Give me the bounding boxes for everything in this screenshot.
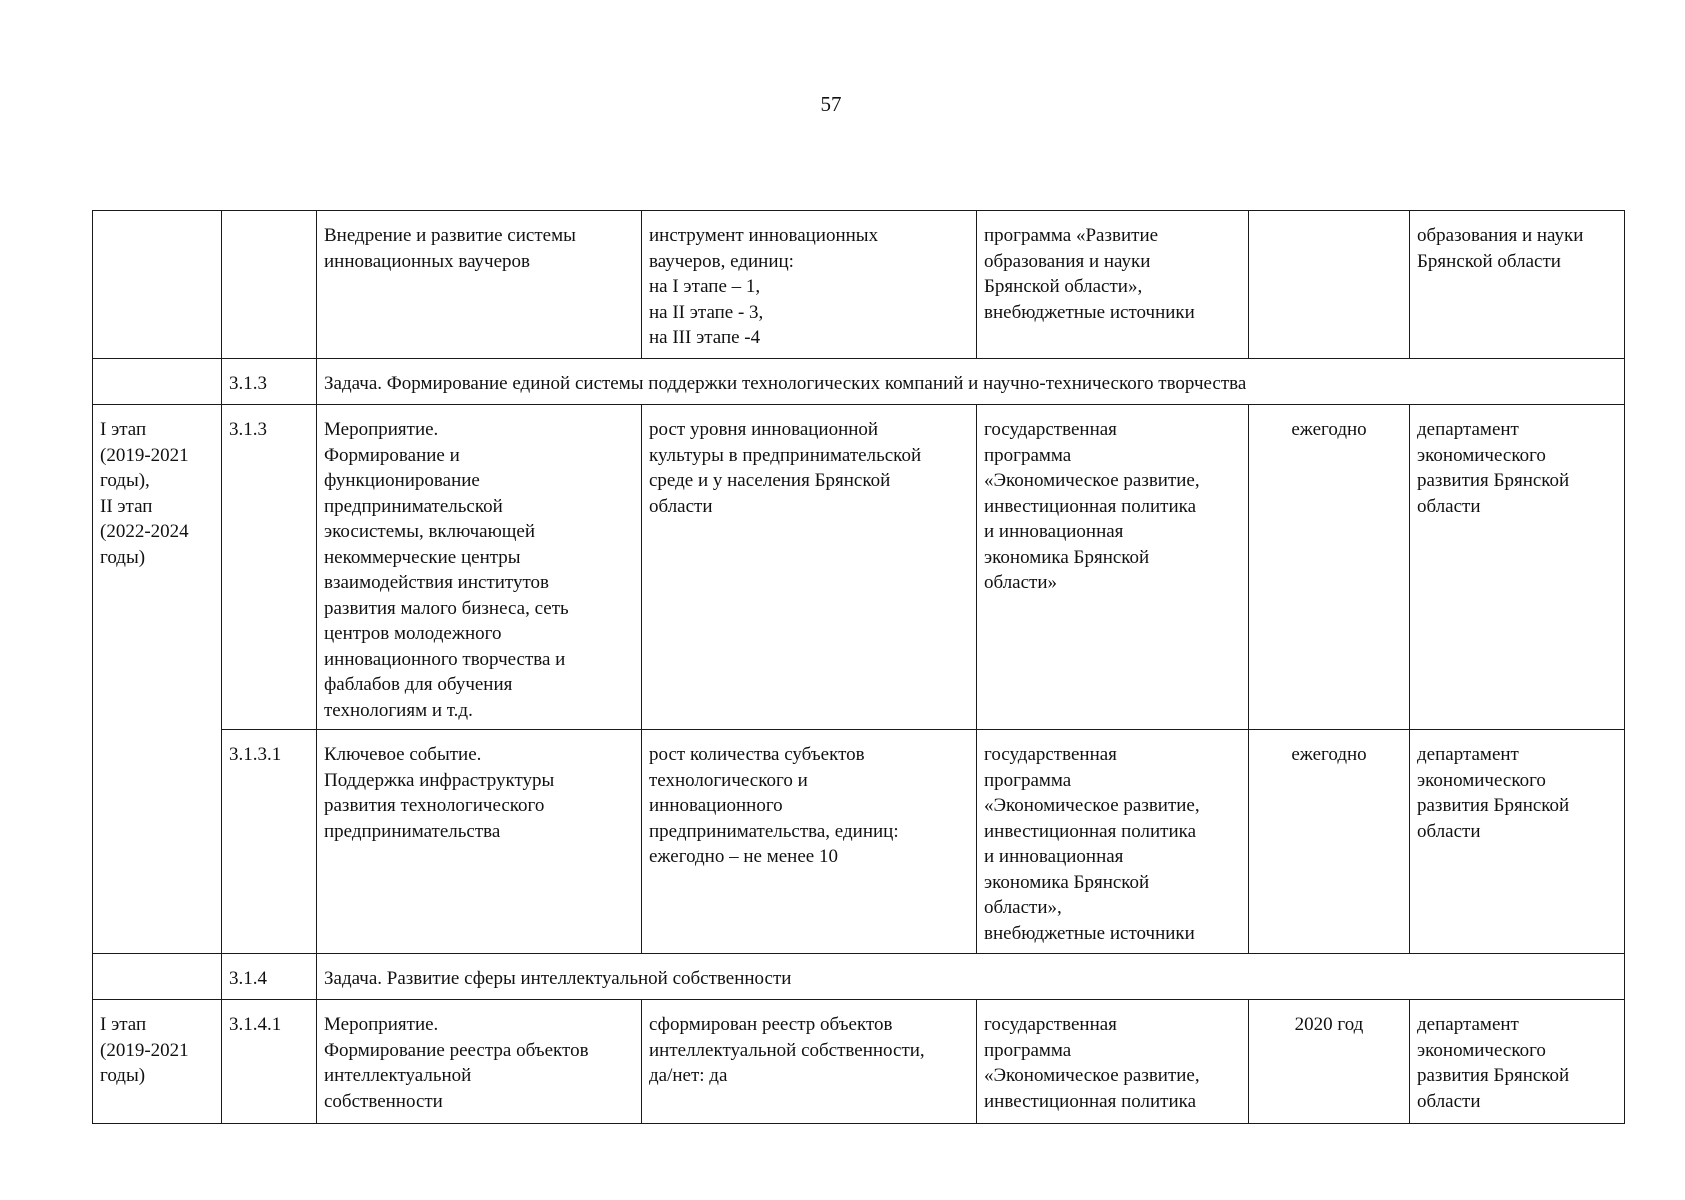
indicator-cell: рост уровня инновационной культуры в предпринимательской среде и у населения Брянской области bbox=[642, 405, 977, 730]
table-row bbox=[93, 405, 1625, 730]
stage-cell bbox=[93, 954, 222, 1000]
executor-cell: департамент экономического развития Брянской области bbox=[1410, 1000, 1625, 1124]
deadline-cell: 2020 год bbox=[1249, 1000, 1410, 1124]
number-cell: 3.1.3.1 bbox=[222, 730, 317, 954]
funding-source-cell: программа «Развитие образования и науки Брянской области», внебюджетные источники bbox=[977, 211, 1249, 359]
deadline-cell bbox=[1249, 211, 1410, 359]
executor-cell: департамент экономического развития Брянской области bbox=[1410, 405, 1625, 730]
stage-cell bbox=[93, 359, 222, 405]
number-cell bbox=[222, 211, 317, 359]
table-row bbox=[93, 730, 1625, 954]
table-row bbox=[93, 1000, 1625, 1124]
activity-cell: Внедрение и развитие системы инновационных ваучеров bbox=[317, 211, 642, 359]
indicator-cell: сформирован реестр объектов интеллектуальной собственности, да/нет: да bbox=[642, 1000, 977, 1124]
task-number-cell: 3.1.3 bbox=[222, 359, 317, 405]
stage-cell: I этап (2019-2021 годы), II этап (2022-2024 годы) bbox=[93, 405, 222, 954]
task-title-cell: Задача. Развитие сферы интеллектуальной собственности bbox=[317, 954, 1625, 1000]
executor-cell: департамент экономического развития Брянской области bbox=[1410, 730, 1625, 954]
task-number-cell: 3.1.4 bbox=[222, 954, 317, 1000]
activity-cell: Мероприятие. Формирование реестра объектов интеллектуальной собственности bbox=[317, 1000, 642, 1124]
executor-cell: образования и науки Брянской области bbox=[1410, 211, 1625, 359]
indicator-cell: рост количества субъектов технологического и инновационного предпринимательства, единиц: ежегодно – не менее 10 bbox=[642, 730, 977, 954]
deadline-cell: ежегодно bbox=[1249, 405, 1410, 730]
task-row bbox=[93, 954, 1625, 1000]
funding-source-cell: государственная программа «Экономическое развитие, инвестиционная политика и инновационная экономика Брянской области», внебюджетные источники bbox=[977, 730, 1249, 954]
table-row bbox=[93, 211, 1625, 359]
activity-cell: Ключевое событие. Поддержка инфраструктуры развития технологического предпринимательства bbox=[317, 730, 642, 954]
number-cell: 3.1.4.1 bbox=[222, 1000, 317, 1124]
task-title-cell: Задача. Формирование единой системы поддержки технологических компаний и научно-технического творчества bbox=[317, 359, 1625, 405]
page-number: 57 bbox=[820, 92, 842, 116]
program-table bbox=[92, 210, 1625, 1124]
indicator-cell: инструмент инновационных ваучеров, единиц: на I этапе – 1, на II этапе - 3, на III этапе -4 bbox=[642, 211, 977, 359]
number-cell: 3.1.3 bbox=[222, 405, 317, 730]
task-row bbox=[93, 359, 1625, 405]
activity-cell: Мероприятие. Формирование и функционирование предпринимательской экосистемы, включающей некоммерческие центры взаимодействия институтов развития малого бизнеса, сеть центров молодежного инновационного творчества и фаблабов для обучения технологиям и т.д. bbox=[317, 405, 642, 730]
funding-source-cell: государственная программа «Экономическое развитие, инвестиционная политика и инновационная экономика Брянской области» bbox=[977, 405, 1249, 730]
stage-cell bbox=[93, 211, 222, 359]
stage-cell: I этап (2019-2021 годы) bbox=[93, 1000, 222, 1124]
funding-source-cell: государственная программа «Экономическое развитие, инвестиционная политика bbox=[977, 1000, 1249, 1124]
deadline-cell: ежегодно bbox=[1249, 730, 1410, 954]
